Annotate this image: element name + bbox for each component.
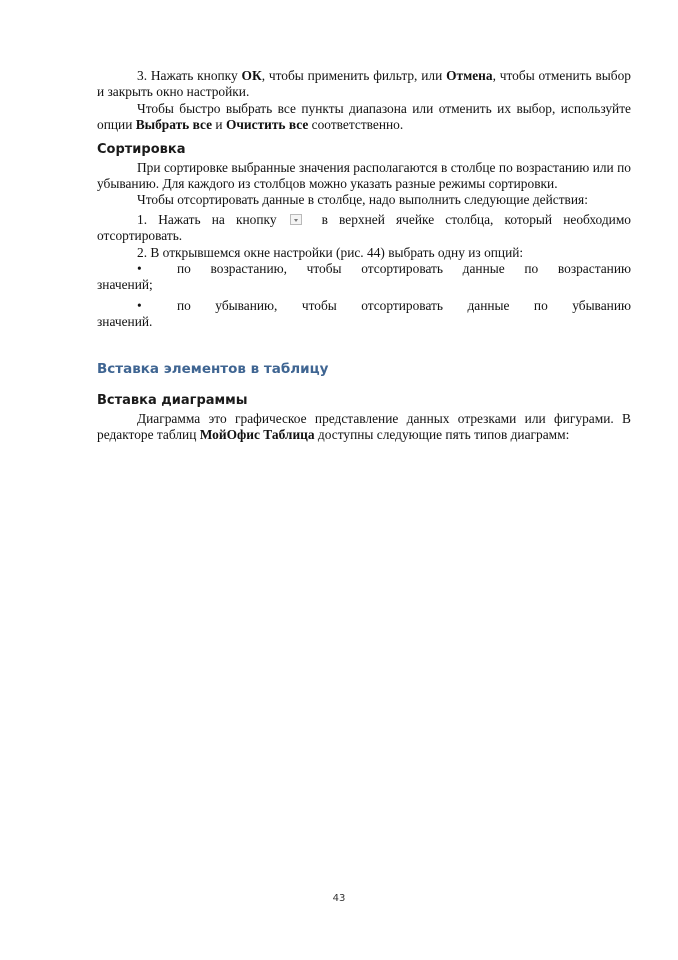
- ok-term: ОК: [241, 68, 262, 83]
- sort-option-ascending: • по возрастанию, чтобы отсортировать данные по возрастанию значений;: [97, 261, 631, 293]
- sorting-intro-paragraph: При сортировке выбранные значения располагаются в столбце по возрастанию или по убыванию. Для каждого из столбцов можно указать разные режимы сортировки.: [97, 159, 631, 192]
- sorting-step-2: 2. В открывшемся окне настройки (рис. 44) выбрать одну из опций:: [137, 244, 524, 260]
- clear-all-term: Очистить все: [225, 117, 309, 133]
- product-name: МойОфис Таблица: [199, 427, 315, 443]
- bullet-icon: •: [137, 297, 142, 313]
- select-all-term: Выбрать все: [135, 117, 213, 133]
- sorting-steps-intro: Чтобы отсортировать данные в столбце, надо выполнить следующие действия:: [137, 192, 588, 208]
- dropdown-arrow-icon: [290, 214, 302, 225]
- filter-step-3: 3. Нажать кнопку ОК, чтобы применить фильтр, или Отмена, чтобы отменить выбор и закрыть окно настройки.: [97, 68, 631, 100]
- sort-option-descending: • по убыванию, чтобы отсортировать данные по убыванию значений.: [97, 297, 631, 330]
- cancel-term: Отмена: [446, 68, 493, 83]
- insert-elements-section-heading: Вставка элементов в таблицу: [97, 360, 329, 377]
- sorting-step-1: 1. Нажать на кнопку в верхней ячейке столбца, который необходимо отсортировать.: [97, 211, 631, 244]
- page-number: 43: [332, 893, 346, 904]
- document-page: [97, 68, 631, 444]
- bullet-icon: •: [137, 261, 142, 277]
- filter-select-all-paragraph: Чтобы быстро выбрать все пункты диапазона или отменить их выбор, используйте опции Выбрать все и Очистить все соответственно.: [97, 100, 631, 133]
- insert-chart-heading: Вставка диаграммы: [97, 392, 248, 408]
- insert-chart-paragraph: Диаграмма это графическое представление данных отрезками или фигурами. В редакторе таблиц МойОфис Таблица доступны следующие пять типов диаграмм:: [97, 410, 631, 443]
- sorting-heading: Сортировка: [97, 141, 186, 157]
